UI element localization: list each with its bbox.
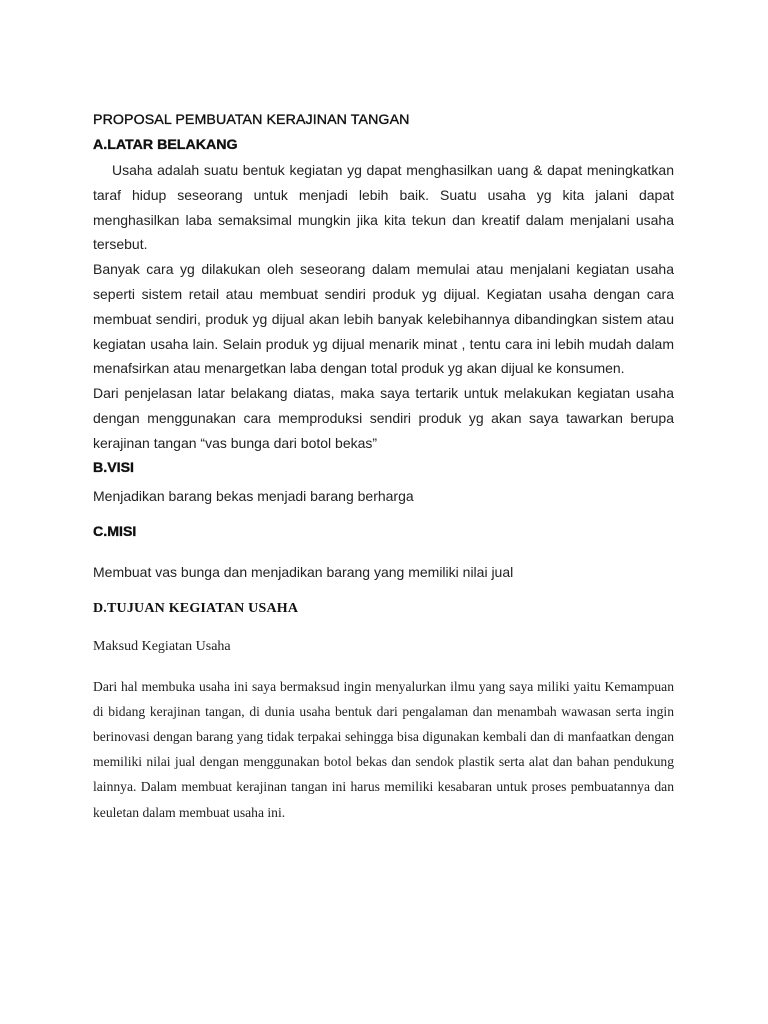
paragraph-maksud-kegiatan: Dari hal membuka usaha ini saya bermaksud ingin menyalurkan ilmu yang saya miliki yaitu Kemampuan di bidang kerajinan tangan, di dunia usaha bentuk dari pengalaman dan menambah wawasan serta ingin berinovasi dengan barang yang tidak terpakai sehingga bisa digunakan kembali dan di manfaatkan dengan memiliki nilai jual dengan menggunakan botol bekas dan sendok plastik serta alat dan bahan pendukung lainnya. Dalam membuat kerajinan tangan ini harus memiliki kesabaran untuk proses pembuatannya dan keuletan dalam membuat usaha ini.	[93, 678, 674, 820]
subheading-maksud-kegiatan: Maksud Kegiatan Usaha	[93, 638, 231, 654]
paragraph-latar-belakang-1: Usaha adalah suatu bentuk kegiatan yg dapat menghasilkan uang & dapat meningkatkan taraf hidup seseorang untuk menjadi lebih baik. Suatu usaha yg kita jalani dapat menghasilkan laba semaksimal mungkin jika kita tekun dan kreatif dalam menjalani usaha tersebut.	[93, 162, 674, 253]
paragraph-latar-belakang-2: Banyak cara yg dilakukan oleh seseorang dalam memulai atau menjalani kegiatan usaha seperti sistem retail atau membuat sendiri produk yg dijual. Kegiatan usaha dengan cara membuat sendiri, produk yg dijual akan lebih banyak kelebihannya dibandingkan sistem atau kegiatan usaha lain. Selain produk yg dijual menarik minat , tentu cara ini lebih mudah dalam menafsirkan atau menargetkan laba dengan total produk yg akan dijual ke konsumen.	[93, 261, 674, 377]
misi-text: Membuat vas bunga dan menjadikan barang yang memiliki nilai jual	[93, 563, 514, 580]
visi-text: Menjadikan barang bekas menjadi barang berharga	[93, 487, 414, 504]
document-body	[93, 108, 674, 825]
document-title: PROPOSAL PEMBUATAN KERAJINAN TANGAN	[93, 112, 410, 128]
section-heading-latar-belakang: A.LATAR BELAKANG	[93, 137, 238, 153]
section-heading-misi: C.MISI	[93, 523, 137, 540]
paragraph-latar-belakang-3: Dari penjelasan latar belakang diatas, maka saya tertarik untuk melakukan kegiatan usaha dengan menggunakan cara memproduksi sendiri produk yg akan saya tawarkan berupa kerajinan tangan “vas bunga dari botol bekas”	[93, 385, 674, 451]
section-heading-visi: B.VISI	[93, 459, 134, 476]
section-heading-tujuan: D.TUJUAN KEGIATAN USAHA	[93, 600, 299, 616]
